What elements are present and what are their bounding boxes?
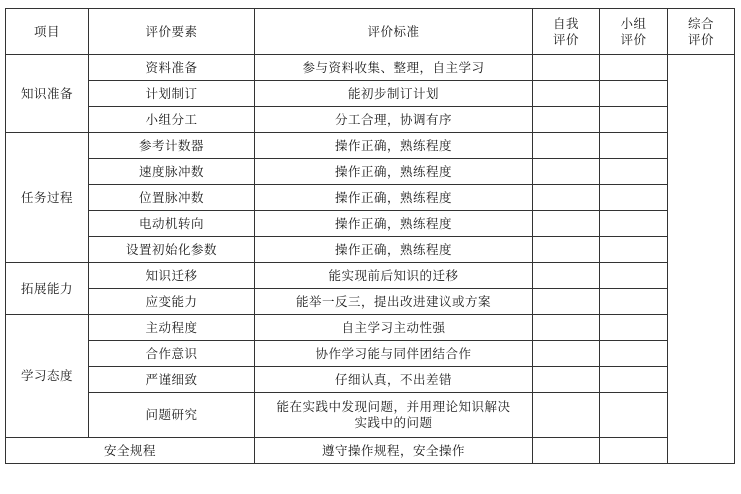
table-row [6,438,735,464]
element-cell: 位置脉冲数 [89,185,255,211]
element-cell: 参考计数器 [89,133,255,159]
header-group-line2: 评价 [620,31,647,47]
standard-cell: 操作正确，熟练程度 [255,185,533,211]
table-row [6,393,735,438]
header-self-eval [533,9,600,55]
header-group-line1: 小组 [620,15,647,31]
overall-eval-cell [668,55,735,464]
group-label: 知识准备 [6,55,89,133]
standard-line1: 能在实践中发现问题，并用理论知识解决 [276,399,511,414]
self-eval-cell [533,315,600,341]
group-eval-cell [600,107,668,133]
table-row [6,289,735,315]
header-standard: 评价标准 [255,9,533,55]
element-cell: 主动程度 [89,315,255,341]
standard-cell [255,393,533,438]
header-element: 评价要素 [89,9,255,55]
table-row [6,185,735,211]
self-eval-cell [533,81,600,107]
self-eval-cell [533,107,600,133]
standard-cell: 能实现前后知识的迁移 [255,263,533,289]
header-row [6,9,735,55]
group-eval-cell [600,133,668,159]
element-cell: 合作意识 [89,341,255,367]
standard-line2: 实践中的问题 [354,415,433,430]
standard-cell: 遵守操作规程，安全操作 [255,438,533,464]
group-eval-cell [600,185,668,211]
group-eval-cell [600,263,668,289]
group-eval-cell [600,341,668,367]
element-cell: 问题研究 [89,393,255,438]
table-row [6,107,735,133]
table-row [6,81,735,107]
table-row [6,341,735,367]
group-eval-cell [600,367,668,393]
self-eval-cell [533,263,600,289]
header-overall-eval [668,9,735,55]
table-row [6,263,735,289]
standard-cell: 能举一反三，提出改进建议或方案 [255,289,533,315]
standard-cell: 仔细认真，不出差错 [255,367,533,393]
group-eval-cell [600,289,668,315]
self-eval-cell [533,237,600,263]
table-row [6,237,735,263]
group-label: 任务过程 [6,133,89,263]
self-eval-cell [533,289,600,315]
table-row [6,211,735,237]
standard-cell: 操作正确，熟练程度 [255,159,533,185]
group-label: 学习态度 [6,315,89,438]
group-eval-cell [600,211,668,237]
self-eval-cell [533,55,600,81]
group-eval-cell [600,81,668,107]
table-row [6,367,735,393]
header-group-eval [600,9,668,55]
evaluation-table [5,8,735,464]
element-cell: 电动机转向 [89,211,255,237]
element-cell: 应变能力 [89,289,255,315]
standard-cell: 分工合理，协调有序 [255,107,533,133]
element-cell: 速度脉冲数 [89,159,255,185]
self-eval-cell [533,159,600,185]
group-label: 拓展能力 [6,263,89,315]
element-cell: 资料准备 [89,55,255,81]
group-eval-cell [600,393,668,438]
table-row [6,55,735,81]
header-self-line2: 评价 [552,31,579,47]
self-eval-cell [533,438,600,464]
self-eval-cell [533,393,600,438]
standard-cell: 参与资料收集、整理，自主学习 [255,55,533,81]
standard-cell: 操作正确，熟练程度 [255,133,533,159]
element-cell: 计划制订 [89,81,255,107]
safety-label: 安全规程 [6,438,255,464]
self-eval-cell [533,133,600,159]
standard-cell: 操作正确，熟练程度 [255,211,533,237]
header-self-line1: 自我 [552,15,579,31]
standard-cell: 协作学习能与同伴团结合作 [255,341,533,367]
table-row [6,133,735,159]
group-eval-cell [600,237,668,263]
self-eval-cell [533,367,600,393]
self-eval-cell [533,185,600,211]
element-cell: 设置初始化参数 [89,237,255,263]
standard-cell: 自主学习主动性强 [255,315,533,341]
table-row [6,315,735,341]
element-cell: 严谨细致 [89,367,255,393]
standard-cell: 操作正确，熟练程度 [255,237,533,263]
element-cell: 小组分工 [89,107,255,133]
header-item: 项目 [6,9,89,55]
group-eval-cell [600,315,668,341]
header-overall-line2: 评价 [687,31,714,47]
header-overall-line1: 综合 [687,15,714,31]
element-cell: 知识迁移 [89,263,255,289]
table-row [6,159,735,185]
self-eval-cell [533,211,600,237]
self-eval-cell [533,341,600,367]
standard-cell: 能初步制订计划 [255,81,533,107]
group-eval-cell [600,159,668,185]
group-eval-cell [600,55,668,81]
group-eval-cell [600,438,668,464]
